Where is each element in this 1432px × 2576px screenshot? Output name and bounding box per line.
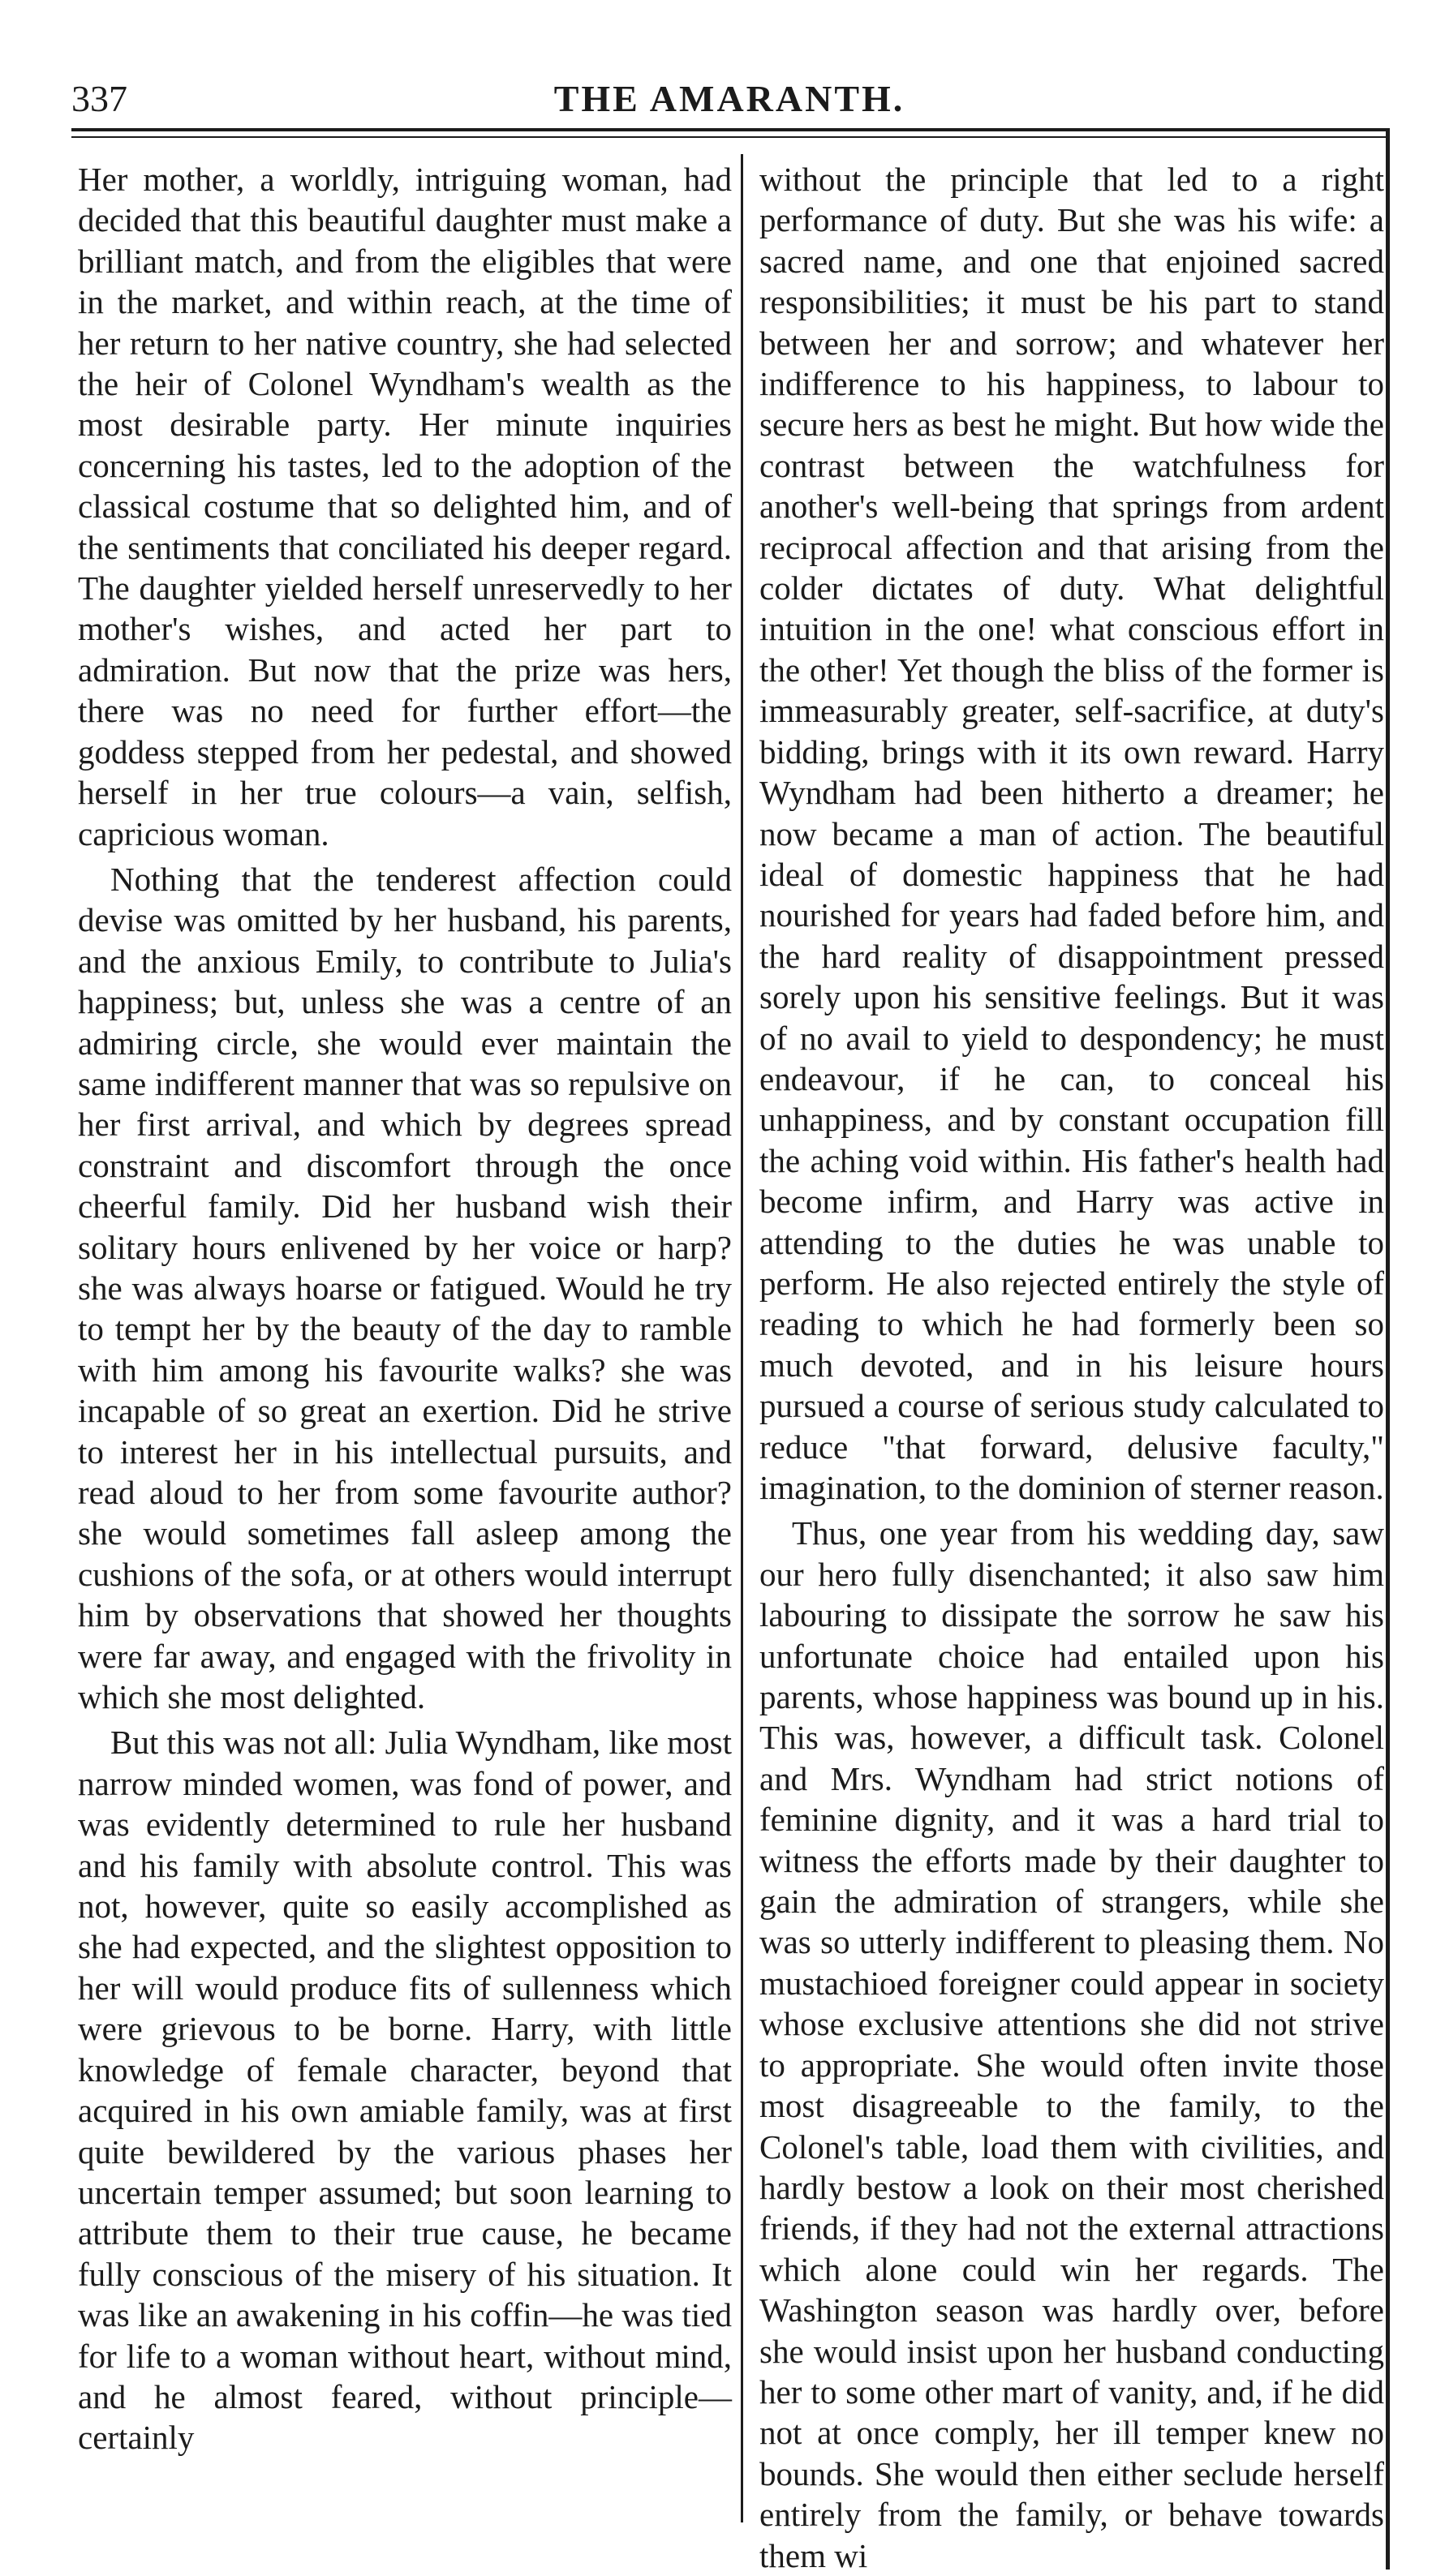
right-edge-rule (1386, 128, 1390, 2570)
right-paragraph-2: Thus, one year from his wedding day, saw our hero fully disenchanted; it also saw him labouring to dissipate the sorrow he saw his unfortunate choice had entailed upon his parents, whose happiness was bound up in his. This was, however, a difficult task. Colonel and Mrs. Wyndham had strict notions of feminine dignity, and it was a hard trial to witness the efforts made by their daughter to gain the admiration of strangers, while she was so utterly indifferent to pleasing them. No mustachioed foreigner could appear in society whose exclusive attentions she did not strive to appropriate. She would often invite those most disagreeable to the family, to the Colonel's table, load them with civilities, and hardly bestow a look on their most cherished friends, if they had not the external attractions which alone could win her regards. The Washington season was hardly over, before she would insist upon her husband conducting her to some other mart of vanity, and, if he did not at once comply, her ill temper knew no bounds. She would then either seclude herself entirely from the family, or behave towards them wi (759, 1514, 1384, 2574)
page-header (71, 75, 1387, 123)
right-paragraph-1: without the principle that led to a right performance of duty. But she was his wife: a sacred name, and one that enjoined sacred responsibilities; it must be his part to stand between her and sorrow; and whatever her indifference to his happiness, to labour to secure hers as best he might. But how wide the contrast between the watchfulness for another's well-being that springs from ardent reciprocal affection and that arising from the colder dictates of duty. What delightful intuition in the one! what conscious effort in the other! Yet though the bliss of the former is immeasurably greater, self-sacrifice, at duty's bidding, brings with it its own reward. Harry Wyndham had been hitherto a dreamer; he now became a man of action. The beautiful ideal of domestic happiness that he had nourished for years had faded before him, and the hard reality of disappointment pressed sorely upon his sensitive feelings. But it was of no avail to yield to despondency; he must endeavour, if he can, to conceal his unhappiness, and by constant occupation fill the aching void within. His father's health had become infirm, and Harry was active in attending to the duties he was unable to perform. He also rejected entirely the style of reading to which he had formerly been so much devoted, and in his leisure hours pursued a course of serious study calculated to reduce "that forward, delusive faculty," imagination, to the dominion of sterner reason. (759, 161, 1384, 1506)
left-column (78, 159, 732, 2544)
running-title: THE AMARANTH. (553, 78, 905, 119)
column-divider (741, 154, 743, 2522)
page-number: 337 (71, 78, 127, 119)
left-paragraph-3: But this was not all: Julia Wyndham, like most narrow minded women, was fond of power, and was evidently determined to rule her husband and his family with absolute control. This was not, however, quite so easily accomplished as she had expected, and the slightest opposition to her will would produce fits of sullenness which were grievous to be borne. Harry, with little knowledge of female character, beyond that acquired in his own amiable family, was at first quite bewildered by the various phases her uncertain temper assumed; but soon learning to attribute them to their true cause, he became fully conscious of the misery of his situation. It was like an awakening in his coffin—he was tied for life to a woman without heart, without mind, and he almost feared, without principle—certainly (78, 1724, 732, 2457)
right-column (759, 159, 1384, 2574)
header-rule-thin (71, 136, 1387, 138)
left-paragraph-2: Nothing that the tenderest affection could devise was omitted by her husband, his parents, and the anxious Emily, to contribute to Julia's happiness; but, unless she was a centre of an admiring circle, she would ever maintain the same indifferent manner that was so repulsive on her first arrival, and which by degrees spread constraint and discomfort through the once cheerful family. Did her husband wish their solitary hours enlivened by her voice or harp? she was always hoarse or fatigued. Would he try to tempt her by the beauty of the day to ramble with him among his favourite walks? she was incapable of so great an exertion. Did he strive to interest her in his intellectual pursuits, and read aloud to her from some favourite author? she would sometimes fall asleep among the cushions of the sofa, or at others would interrupt him by observations that showed her thoughts were far away, and engaged with the frivolity in which she most delighted. (78, 860, 732, 1716)
header-rule-thick (71, 128, 1387, 131)
left-paragraph-1: Her mother, a worldly, intriguing woman, had decided that this beautiful daughter must make a brilliant match, and from the eligibles that were in the market, and within reach, at the time of her return to her native country, she had selected the heir of Colonel Wyndham's wealth as the most desirable party. Her minute inquiries concerning his tastes, led to the adoption of the classical costume that so delighted him, and of the sentiments that conciliated his deeper regard. The daughter yielded herself unreservedly to her mother's wishes, and acted her part to admiration. But now that the prize was hers, there was no need for further effort—the goddess stepped from her pedestal, and showed herself in her true colours—a vain, selfish, capricious woman. (78, 161, 732, 852)
